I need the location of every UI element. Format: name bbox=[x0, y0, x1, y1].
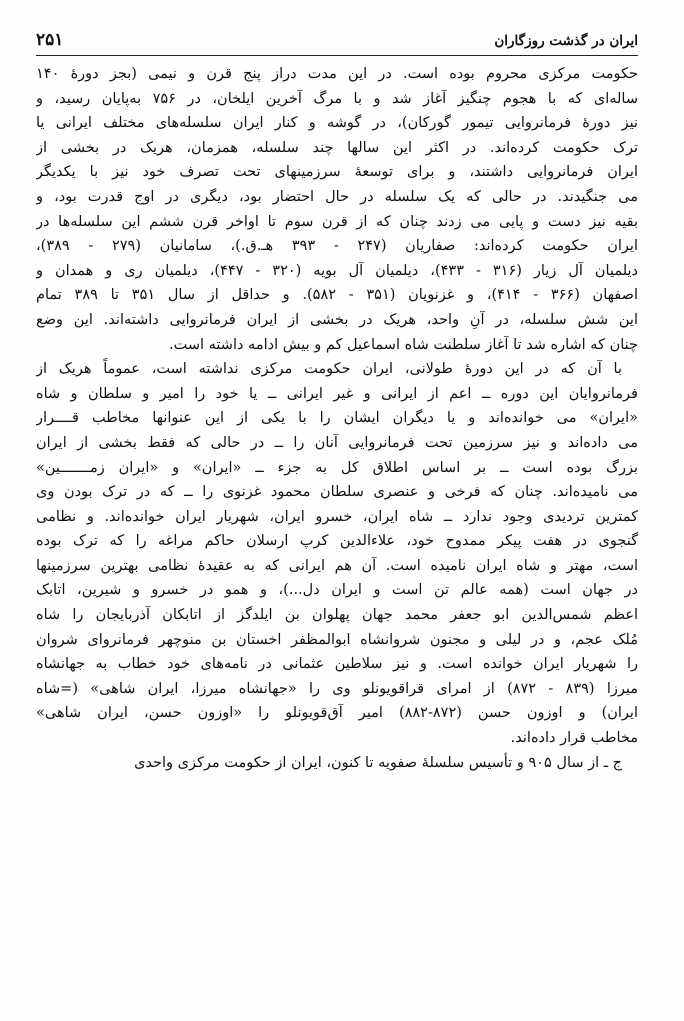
page-header bbox=[36, 30, 638, 56]
text-line: «ایران» می خوانده‌اند و یا دیگران ایشان را با یکی از این عنوانها مخاطب قــــرار bbox=[36, 410, 638, 427]
text-line: می داده‌اند و نیز سرزمین تحت فرمانروایی آنان را ــ در حالی که فقط بخشی از ایران bbox=[36, 434, 638, 451]
text-line: بزرگ بوده است ــ بر اساس اطلاق کل به جزء ــ «ایران» و «ایران زمـــــــین» bbox=[36, 459, 638, 476]
paragraph bbox=[36, 62, 638, 357]
text-line: است، مهتر و شاه ایران نامیده است. آن هم ایرانی که به عقیدهٔ نظامی بهترین سرزمینها bbox=[36, 557, 638, 574]
text-line: می نامیده‌اند. چنان که فرخی و عنصری سلطان محمود غزنوی را ــ که در ترک بودن وی bbox=[36, 484, 638, 501]
text-line: حکومت مرکزی محروم بوده است. در این مدت دراز پنج قرن و نیمی (بجز دورهٔ ۱۴۰ bbox=[36, 66, 638, 82]
page-number: ۲۵۱ bbox=[36, 30, 64, 50]
text-line: مخاطب قرار داده‌اند. bbox=[510, 730, 638, 747]
text-line: مُلک عجم، و در لیلی و مجنون شروانشاه ابوالمظفر اخستان بن منوچهر فرمانروای شروان bbox=[36, 631, 638, 648]
text-line: ترک حکومت کرده‌اند. در اکثر این سالها چند سلسله، همزمان، هریک در بخشی از bbox=[36, 139, 638, 156]
text-line: با آن که در این دورهٔ طولانی، ایران حکومت مرکزی نداشته است، عموماً هریک از bbox=[36, 361, 622, 378]
text-line: کمترین تردیدی وجود ندارد ــ شاه ایران، خسرو ایران، شهریار ایران خوانده‌اند. و نظامی bbox=[36, 508, 638, 525]
text-line: چنان که اشاره شد تا آغاز سلطنت شاه اسماعیل کم و بیش ادامه داشته است. bbox=[169, 336, 638, 353]
text-line: در جهان است (همه عالم تن است و ایران دل...)، و همو در خسرو و شیرین، اتابک bbox=[36, 582, 638, 599]
text-line: ایران حکومت کرده‌اند: صفاریان (۲۴۷ - ۳۹۳ هـ.ق.)، سامانیان (۲۷۹ - ۳۸۹)، bbox=[36, 238, 638, 255]
text-line: دیلمیان آل زیار (۳۱۶ - ۴۳۳)، دیلمیان آل بویه (۳۲۰ - ۴۴۷)، دیلمیان ری و همدان و bbox=[36, 262, 638, 279]
text-line: می جنگیدند. در حالی که یک سلسله در حال احتضار بود، دیگری در اوج قدرت بود، و bbox=[36, 188, 638, 205]
text-line: این شش سلسله، در آنِ واحد، هریک در بخشی از ایران فرمانروایی داشته‌اند. این وضع bbox=[36, 311, 638, 328]
paragraph bbox=[36, 357, 638, 751]
text-line: ج ـ از سال ۹۰۵ و تأسیس سلسلهٔ صفویه تا کنون، ایران از حکومت مرکزی واحدی bbox=[134, 754, 622, 771]
body-text bbox=[36, 62, 638, 775]
text-line: اعظم شمس‌الدین ابو جعفر محمد جهان پهلوان بن ایلدگز از اتابکان آذربایجان را شاه bbox=[36, 607, 638, 624]
text-line: میرزا (۸۳۹ - ۸۷۲) از امرای قراقویونلو وی را «جهانشاه میرزا، ایران شاهی» (=شاه bbox=[36, 680, 638, 697]
text-line: اصفهان (۳۶۶ - ۴۱۴)، و غزنویان (۳۵۱ - ۵۸۲). و حداقل از سال ۳۵۱ تا ۳۸۹ تمام bbox=[36, 287, 638, 304]
text-line: ایران) و اوزون حسن (۸۷۲-۸۸۲) امیر آق‌قویونلو را «اوزون حسن، ایران شاهی» bbox=[36, 705, 638, 722]
paragraph bbox=[36, 751, 638, 776]
text-line: ایران فرمانروایی داشتند، و برای توسعهٔ سرزمینهای تحت تصرف خود نیز با یکدیگر bbox=[36, 164, 638, 181]
text-line: را شهریار ایران خوانده است. و نیز سلاطین عثمانی در نامه‌های خود خطاب به جهانشاه bbox=[36, 656, 638, 673]
text-line: نیز دورهٔ فرمانروایی تیمور گورکان)، در گوشه و کنار ایران سلسله‌های مختلف ایرانی یا bbox=[36, 115, 638, 132]
text-line: ساله‌ای که با هجوم چنگیز آغاز شد و با مرگ آخرین ایلخان، در ۷۵۶ به‌پایان رسید، و bbox=[36, 90, 638, 107]
text-line: گنجوی در هفت پیکر ممدوح خود، علاء‌الدین کرپ ارسلان حاکم مراغه را که ترک بوده bbox=[36, 533, 638, 550]
running-title: ایران در گذشت روزگاران bbox=[494, 33, 638, 49]
text-line: بقیه نیز دست و پایی می زدند چنان که از قرن سوم تا اواخر قرن ششم این سلسله‌ها در bbox=[36, 213, 638, 230]
text-line: فرمانروایان این دوره ــ اعم از ایرانی و غیر ایرانی ــ یا خود را امیر و سلطان و شاه bbox=[36, 385, 638, 402]
